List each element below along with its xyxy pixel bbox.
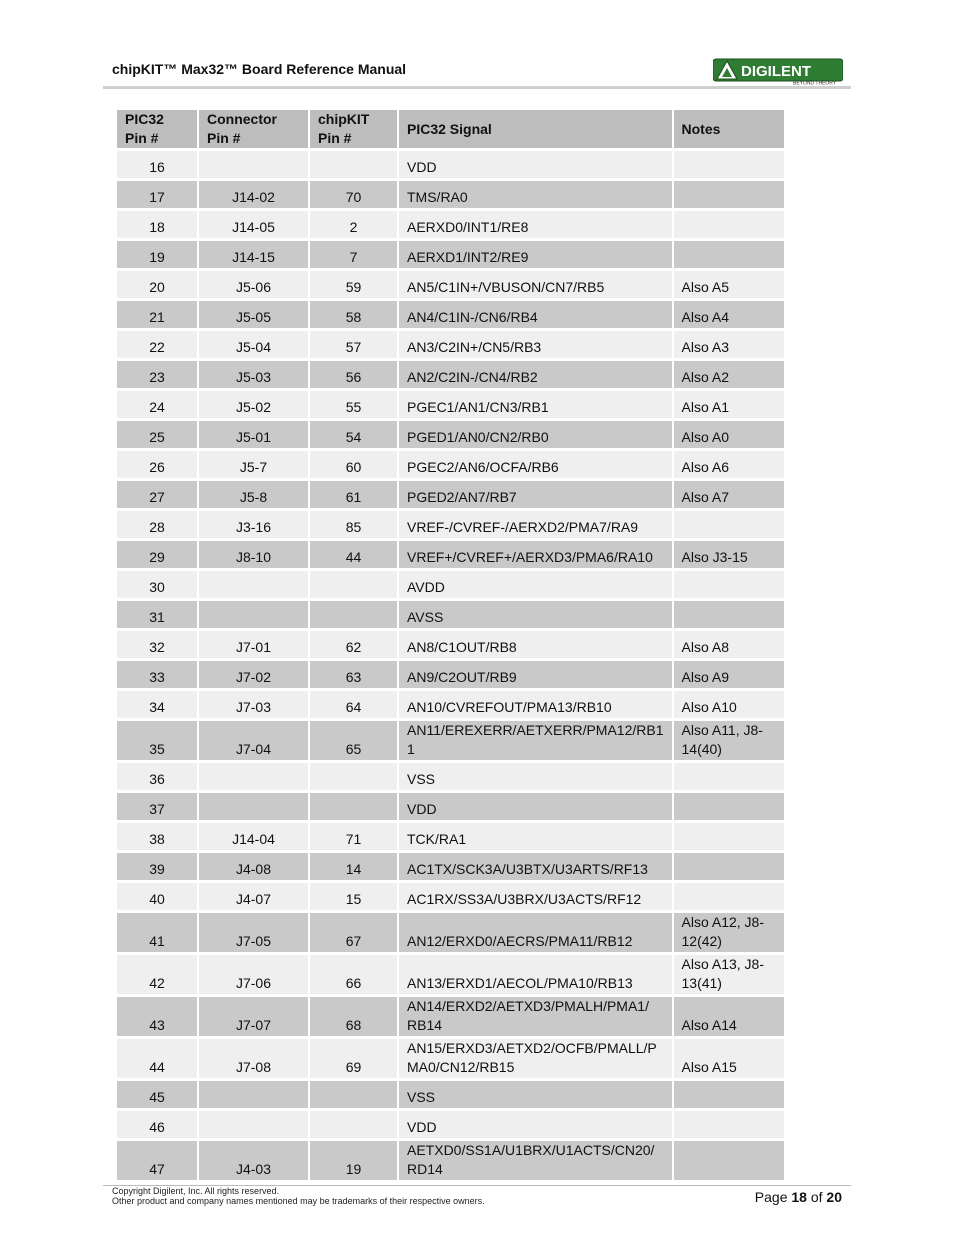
cell-notes: Also A9	[674, 661, 784, 688]
cell-pic32-signal: VREF-/CVREF-/AERXD2/PMA7/RA9	[399, 511, 672, 538]
pin-mapping-table	[115, 107, 786, 1183]
cell-pic32-signal: AN11/EREXERR/AETXERR/PMA12/RB1 1	[399, 721, 672, 760]
document-title: chipKIT™ Max32™ Board Reference Manual	[112, 61, 407, 77]
cell-chipkit-pin: 56	[310, 361, 397, 388]
cell-pic32-signal: AN14/ERXD2/AETXD3/PMALH/PMA1/ RB14	[399, 997, 672, 1036]
cell-pic32-signal: VDD	[399, 793, 672, 820]
table-row	[117, 571, 784, 598]
cell-connector-pin: J7-06	[199, 955, 308, 994]
table-row	[117, 1141, 784, 1180]
cell-pic32-pin: 40	[117, 883, 197, 910]
table-row	[117, 151, 784, 178]
cell-chipkit-pin: 66	[310, 955, 397, 994]
table-row	[117, 853, 784, 880]
cell-connector-pin: J4-03	[199, 1141, 308, 1180]
cell-notes: Also A8	[674, 631, 784, 658]
cell-notes	[674, 181, 784, 208]
cell-notes: Also A13, J8-13(41)	[674, 955, 784, 994]
header-divider	[103, 86, 851, 89]
table-row	[117, 511, 784, 538]
cell-connector-pin: J5-06	[199, 271, 308, 298]
cell-pic32-pin: 21	[117, 301, 197, 328]
cell-pic32-pin: 33	[117, 661, 197, 688]
cell-chipkit-pin: 85	[310, 511, 397, 538]
copyright-line: Copyright Digilent, Inc. All rights reserved.	[112, 1186, 280, 1196]
cell-pic32-signal: AERXD0/INT1/RE8	[399, 211, 672, 238]
cell-connector-pin	[199, 601, 308, 628]
table-row	[117, 601, 784, 628]
cell-pic32-signal: AN13/ERXD1/AECOL/PMA10/RB13	[399, 955, 672, 994]
cell-connector-pin: J14-15	[199, 241, 308, 268]
table-row	[117, 883, 784, 910]
cell-pic32-signal: AVDD	[399, 571, 672, 598]
table-row	[117, 913, 784, 952]
cell-notes	[674, 823, 784, 850]
copyright-notice	[112, 1186, 485, 1206]
cell-connector-pin	[199, 571, 308, 598]
cell-pic32-pin: 25	[117, 421, 197, 448]
cell-connector-pin: J7-01	[199, 631, 308, 658]
cell-pic32-pin: 26	[117, 451, 197, 478]
logo-tagline: BEYOND THEORY	[793, 80, 837, 85]
cell-pic32-signal: AC1TX/SCK3A/U3BTX/U3ARTS/RF13	[399, 853, 672, 880]
cell-pic32-pin: 20	[117, 271, 197, 298]
cell-notes: Also J3-15	[674, 541, 784, 568]
cell-pic32-signal: TMS/RA0	[399, 181, 672, 208]
cell-connector-pin: J4-07	[199, 883, 308, 910]
logo-wordmark: DIGILENT	[741, 63, 811, 80]
cell-notes	[674, 1141, 784, 1180]
cell-chipkit-pin	[310, 793, 397, 820]
cell-pic32-signal: VREF+/CVREF+/AERXD3/PMA6/RA10	[399, 541, 672, 568]
cell-notes	[674, 883, 784, 910]
cell-pic32-pin: 31	[117, 601, 197, 628]
cell-pic32-pin: 44	[117, 1039, 197, 1078]
cell-pic32-pin: 45	[117, 1081, 197, 1108]
cell-pic32-signal: AN4/C1IN-/CN6/RB4	[399, 301, 672, 328]
cell-chipkit-pin: 14	[310, 853, 397, 880]
cell-notes	[674, 793, 784, 820]
cell-pic32-signal: AERXD1/INT2/RE9	[399, 241, 672, 268]
cell-pic32-signal: PGEC1/AN1/CN3/RB1	[399, 391, 672, 418]
cell-chipkit-pin: 55	[310, 391, 397, 418]
cell-pic32-pin: 28	[117, 511, 197, 538]
col-header-connector-pin: Connector Pin #	[199, 110, 308, 148]
cell-chipkit-pin: 71	[310, 823, 397, 850]
cell-connector-pin: J7-08	[199, 1039, 308, 1078]
table-row	[117, 793, 784, 820]
cell-chipkit-pin: 69	[310, 1039, 397, 1078]
cell-pic32-pin: 22	[117, 331, 197, 358]
cell-chipkit-pin: 19	[310, 1141, 397, 1180]
cell-notes: Also A3	[674, 331, 784, 358]
cell-connector-pin	[199, 151, 308, 178]
cell-notes	[674, 853, 784, 880]
cell-pic32-pin: 36	[117, 763, 197, 790]
cell-pic32-signal: TCK/RA1	[399, 823, 672, 850]
table-row	[117, 271, 784, 298]
cell-pic32-signal: AN9/C2OUT/RB9	[399, 661, 672, 688]
cell-pic32-pin: 46	[117, 1111, 197, 1138]
table-row	[117, 631, 784, 658]
cell-connector-pin: J7-05	[199, 913, 308, 952]
cell-pic32-signal: AN12/ERXD0/AECRS/PMA11/RB12	[399, 913, 672, 952]
cell-pic32-signal: VDD	[399, 1111, 672, 1138]
cell-notes: Also A12, J8-12(42)	[674, 913, 784, 952]
cell-notes: Also A0	[674, 421, 784, 448]
table-row	[117, 451, 784, 478]
cell-pic32-pin: 30	[117, 571, 197, 598]
cell-connector-pin: J3-16	[199, 511, 308, 538]
cell-notes: Also A11, J8-14(40)	[674, 721, 784, 760]
page-number: Page 18 of 20	[754, 1189, 842, 1205]
cell-connector-pin: J7-07	[199, 997, 308, 1036]
cell-connector-pin: J8-10	[199, 541, 308, 568]
cell-connector-pin: J5-8	[199, 481, 308, 508]
cell-chipkit-pin	[310, 601, 397, 628]
cell-pic32-pin: 38	[117, 823, 197, 850]
cell-chipkit-pin: 44	[310, 541, 397, 568]
cell-connector-pin: J14-04	[199, 823, 308, 850]
digilent-logo	[713, 57, 843, 85]
cell-pic32-signal: AN3/C2IN+/CN5/RB3	[399, 331, 672, 358]
cell-chipkit-pin	[310, 571, 397, 598]
cell-connector-pin	[199, 793, 308, 820]
cell-chipkit-pin: 62	[310, 631, 397, 658]
cell-chipkit-pin: 60	[310, 451, 397, 478]
col-header-pic32-signal: PIC32 Signal	[399, 110, 672, 148]
cell-chipkit-pin	[310, 1081, 397, 1108]
table-row	[117, 391, 784, 418]
table-row	[117, 481, 784, 508]
cell-chipkit-pin	[310, 1111, 397, 1138]
cell-pic32-signal: AC1RX/SS3A/U3BRX/U3ACTS/RF12	[399, 883, 672, 910]
cell-pic32-pin: 18	[117, 211, 197, 238]
cell-notes: Also A1	[674, 391, 784, 418]
cell-pic32-pin: 39	[117, 853, 197, 880]
table-row	[117, 691, 784, 718]
cell-chipkit-pin: 63	[310, 661, 397, 688]
cell-connector-pin: J5-02	[199, 391, 308, 418]
table-row	[117, 955, 784, 994]
cell-pic32-pin: 16	[117, 151, 197, 178]
cell-notes: Also A2	[674, 361, 784, 388]
cell-notes: Also A14	[674, 997, 784, 1036]
cell-pic32-pin: 27	[117, 481, 197, 508]
cell-pic32-signal: PGEC2/AN6/OCFA/RB6	[399, 451, 672, 478]
cell-notes: Also A15	[674, 1039, 784, 1078]
cell-connector-pin: J5-03	[199, 361, 308, 388]
col-header-notes: Notes	[674, 110, 784, 148]
cell-connector-pin	[199, 1111, 308, 1138]
cell-pic32-signal: AVSS	[399, 601, 672, 628]
cell-connector-pin: J5-04	[199, 331, 308, 358]
cell-notes: Also A6	[674, 451, 784, 478]
table-row	[117, 1039, 784, 1078]
table-row	[117, 823, 784, 850]
cell-pic32-signal: AN2/C2IN-/CN4/RB2	[399, 361, 672, 388]
cell-notes: Also A10	[674, 691, 784, 718]
cell-notes	[674, 1081, 784, 1108]
cell-notes	[674, 763, 784, 790]
cell-pic32-pin: 24	[117, 391, 197, 418]
cell-notes	[674, 151, 784, 178]
total-pages: 20	[826, 1189, 842, 1205]
cell-pic32-pin: 47	[117, 1141, 197, 1180]
cell-connector-pin: J14-05	[199, 211, 308, 238]
cell-pic32-pin: 19	[117, 241, 197, 268]
cell-pic32-signal: PGED2/AN7/RB7	[399, 481, 672, 508]
cell-pic32-pin: 35	[117, 721, 197, 760]
cell-pic32-signal: AETXD0/SS1A/U1BRX/U1ACTS/CN20/ RD14	[399, 1141, 672, 1180]
table-row	[117, 301, 784, 328]
cell-pic32-pin: 37	[117, 793, 197, 820]
table-row	[117, 661, 784, 688]
cell-chipkit-pin: 70	[310, 181, 397, 208]
cell-pic32-pin: 43	[117, 997, 197, 1036]
cell-notes: Also A4	[674, 301, 784, 328]
cell-chipkit-pin: 61	[310, 481, 397, 508]
cell-notes	[674, 211, 784, 238]
trademark-line: Other product and company names mentioned may be trademarks of their respective owners.	[112, 1196, 485, 1206]
cell-pic32-signal: VSS	[399, 763, 672, 790]
table-body	[117, 151, 784, 1180]
table-row	[117, 211, 784, 238]
cell-pic32-signal: AN5/C1IN+/VBUSON/CN7/RB5	[399, 271, 672, 298]
cell-notes: Also A5	[674, 271, 784, 298]
cell-chipkit-pin	[310, 151, 397, 178]
cell-notes	[674, 511, 784, 538]
current-page: 18	[791, 1189, 807, 1205]
table-row	[117, 421, 784, 448]
col-header-chipkit-pin: chipKIT Pin #	[310, 110, 397, 148]
cell-chipkit-pin: 64	[310, 691, 397, 718]
table-row	[117, 997, 784, 1036]
cell-notes: Also A7	[674, 481, 784, 508]
cell-chipkit-pin: 15	[310, 883, 397, 910]
cell-pic32-pin: 42	[117, 955, 197, 994]
cell-chipkit-pin: 2	[310, 211, 397, 238]
table-row	[117, 241, 784, 268]
col-header-pic32-pin: PIC32 Pin #	[117, 110, 197, 148]
cell-notes	[674, 1111, 784, 1138]
cell-pic32-pin: 34	[117, 691, 197, 718]
cell-connector-pin: J7-04	[199, 721, 308, 760]
cell-pic32-signal: AN8/C1OUT/RB8	[399, 631, 672, 658]
cell-chipkit-pin: 54	[310, 421, 397, 448]
cell-pic32-signal: PGED1/AN0/CN2/RB0	[399, 421, 672, 448]
cell-connector-pin	[199, 1081, 308, 1108]
cell-chipkit-pin: 67	[310, 913, 397, 952]
cell-pic32-signal: AN10/CVREFOUT/PMA13/RB10	[399, 691, 672, 718]
table-row	[117, 763, 784, 790]
table-row	[117, 1111, 784, 1138]
cell-connector-pin: J7-02	[199, 661, 308, 688]
cell-connector-pin: J5-05	[199, 301, 308, 328]
cell-pic32-pin: 32	[117, 631, 197, 658]
cell-notes	[674, 601, 784, 628]
cell-pic32-pin: 41	[117, 913, 197, 952]
table-header-row	[117, 110, 784, 148]
cell-chipkit-pin	[310, 763, 397, 790]
cell-pic32-signal: AN15/ERXD3/AETXD2/OCFB/PMALL/P MA0/CN12/RB15	[399, 1039, 672, 1078]
cell-chipkit-pin: 7	[310, 241, 397, 268]
cell-chipkit-pin: 59	[310, 271, 397, 298]
cell-chipkit-pin: 57	[310, 331, 397, 358]
cell-notes	[674, 241, 784, 268]
cell-connector-pin	[199, 763, 308, 790]
cell-chipkit-pin: 58	[310, 301, 397, 328]
table-row	[117, 541, 784, 568]
table-row	[117, 181, 784, 208]
cell-pic32-pin: 29	[117, 541, 197, 568]
cell-pic32-pin: 17	[117, 181, 197, 208]
cell-notes	[674, 571, 784, 598]
table-row	[117, 361, 784, 388]
cell-connector-pin: J4-08	[199, 853, 308, 880]
cell-pic32-signal: VDD	[399, 151, 672, 178]
cell-pic32-signal: VSS	[399, 1081, 672, 1108]
cell-pic32-pin: 23	[117, 361, 197, 388]
table-row	[117, 721, 784, 760]
cell-connector-pin: J14-02	[199, 181, 308, 208]
cell-chipkit-pin: 65	[310, 721, 397, 760]
cell-chipkit-pin: 68	[310, 997, 397, 1036]
table-row	[117, 1081, 784, 1108]
cell-connector-pin: J7-03	[199, 691, 308, 718]
table-row	[117, 331, 784, 358]
cell-connector-pin: J5-01	[199, 421, 308, 448]
cell-connector-pin: J5-7	[199, 451, 308, 478]
